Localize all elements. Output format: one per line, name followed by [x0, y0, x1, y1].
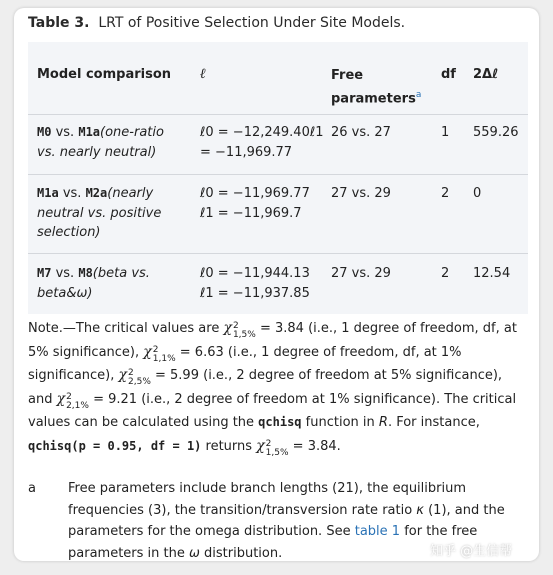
watermark: 知乎 @生信帮 [430, 544, 513, 559]
two-delta-cell: 559.26 [473, 125, 519, 140]
table-card [14, 8, 539, 561]
footnote-ref-a[interactable]: a [415, 89, 422, 100]
table-label: Table 3. [28, 15, 90, 31]
table-row [28, 254, 528, 314]
df-cell: 2 [441, 186, 450, 201]
header-two-delta-ell: 2Δℓ [473, 67, 499, 82]
table-1-link[interactable]: table 1 [354, 524, 401, 539]
table-row [28, 114, 528, 175]
table-row [28, 175, 528, 254]
ell-cell: ℓ0 = −12,249.40ℓ1 = −11,969.77 [200, 125, 324, 160]
header-model-comparison: Model comparison [37, 67, 172, 82]
footnote-label: a [28, 481, 36, 496]
model-comparison-cell: M0 vs. M1a(one-ratio vs. nearly neutral) [37, 125, 164, 160]
data-table [28, 42, 528, 314]
two-delta-cell: 0 [473, 186, 482, 201]
footnote-text: Free parameters include branch lengths (21), the equilibrium frequencies (3), the transition/transversion rate ratio κ (1), and the parameters for the omega distribution. See table 1 for the free parameters in the ω distribution. [68, 481, 505, 561]
table-header [28, 42, 528, 115]
header-free-parameters [331, 66, 421, 108]
free-parameters-cell: 27 vs. 29 [331, 186, 391, 201]
header-ell: ℓ [200, 66, 206, 82]
header-free-line2: parameters [331, 90, 416, 106]
ell-cell: ℓ0 = −11,969.77 ℓ1 = −11,969.7 [200, 186, 310, 221]
model-comparison-cell: M7 vs. M8(beta vs. beta&ω) [37, 266, 150, 301]
header-free-line1: Free [331, 68, 364, 83]
two-delta-cell: 12.54 [473, 266, 511, 281]
ell-cell: ℓ0 = −11,944.13 ℓ1 = −11,937.85 [200, 266, 310, 301]
df-cell: 2 [441, 266, 450, 281]
code-qchisq: qchisq [258, 415, 302, 430]
code-qchisq-example: qchisq(p = 0.95, df = 1) [28, 438, 202, 453]
df-cell: 1 [441, 125, 450, 140]
table-caption [28, 15, 405, 31]
table-title: LRT of Positive Selection Under Site Models. [98, 15, 406, 31]
table-note: Note.—The critical values are χ 2 1,5% = 3.84 (i.e., 1 degree of freedom, df, at 5% significance), χ 2 1,1% = 6.63 (i.e., 1 degree of freedom, df, at 1% significance), χ 2 2,5% = 5.99 (i.e., 2 degree of freedom at 5% significance), and χ 2 2,1% = 9.21 (i.e., 2 degree of freedom at 1% significance). The critical values can be calculated using the qchisq function in R. For instance, qchisq(p = 0.95, df = 1) returns χ 2 1,5% = 3.84. [28, 320, 517, 458]
free-parameters-cell: 26 vs. 27 [331, 125, 391, 140]
free-parameters-cell: 27 vs. 29 [331, 266, 391, 281]
header-df: df [441, 67, 456, 82]
model-comparison-cell: M1a vs. M2a(nearly neutral vs. positive selection) [37, 186, 162, 240]
